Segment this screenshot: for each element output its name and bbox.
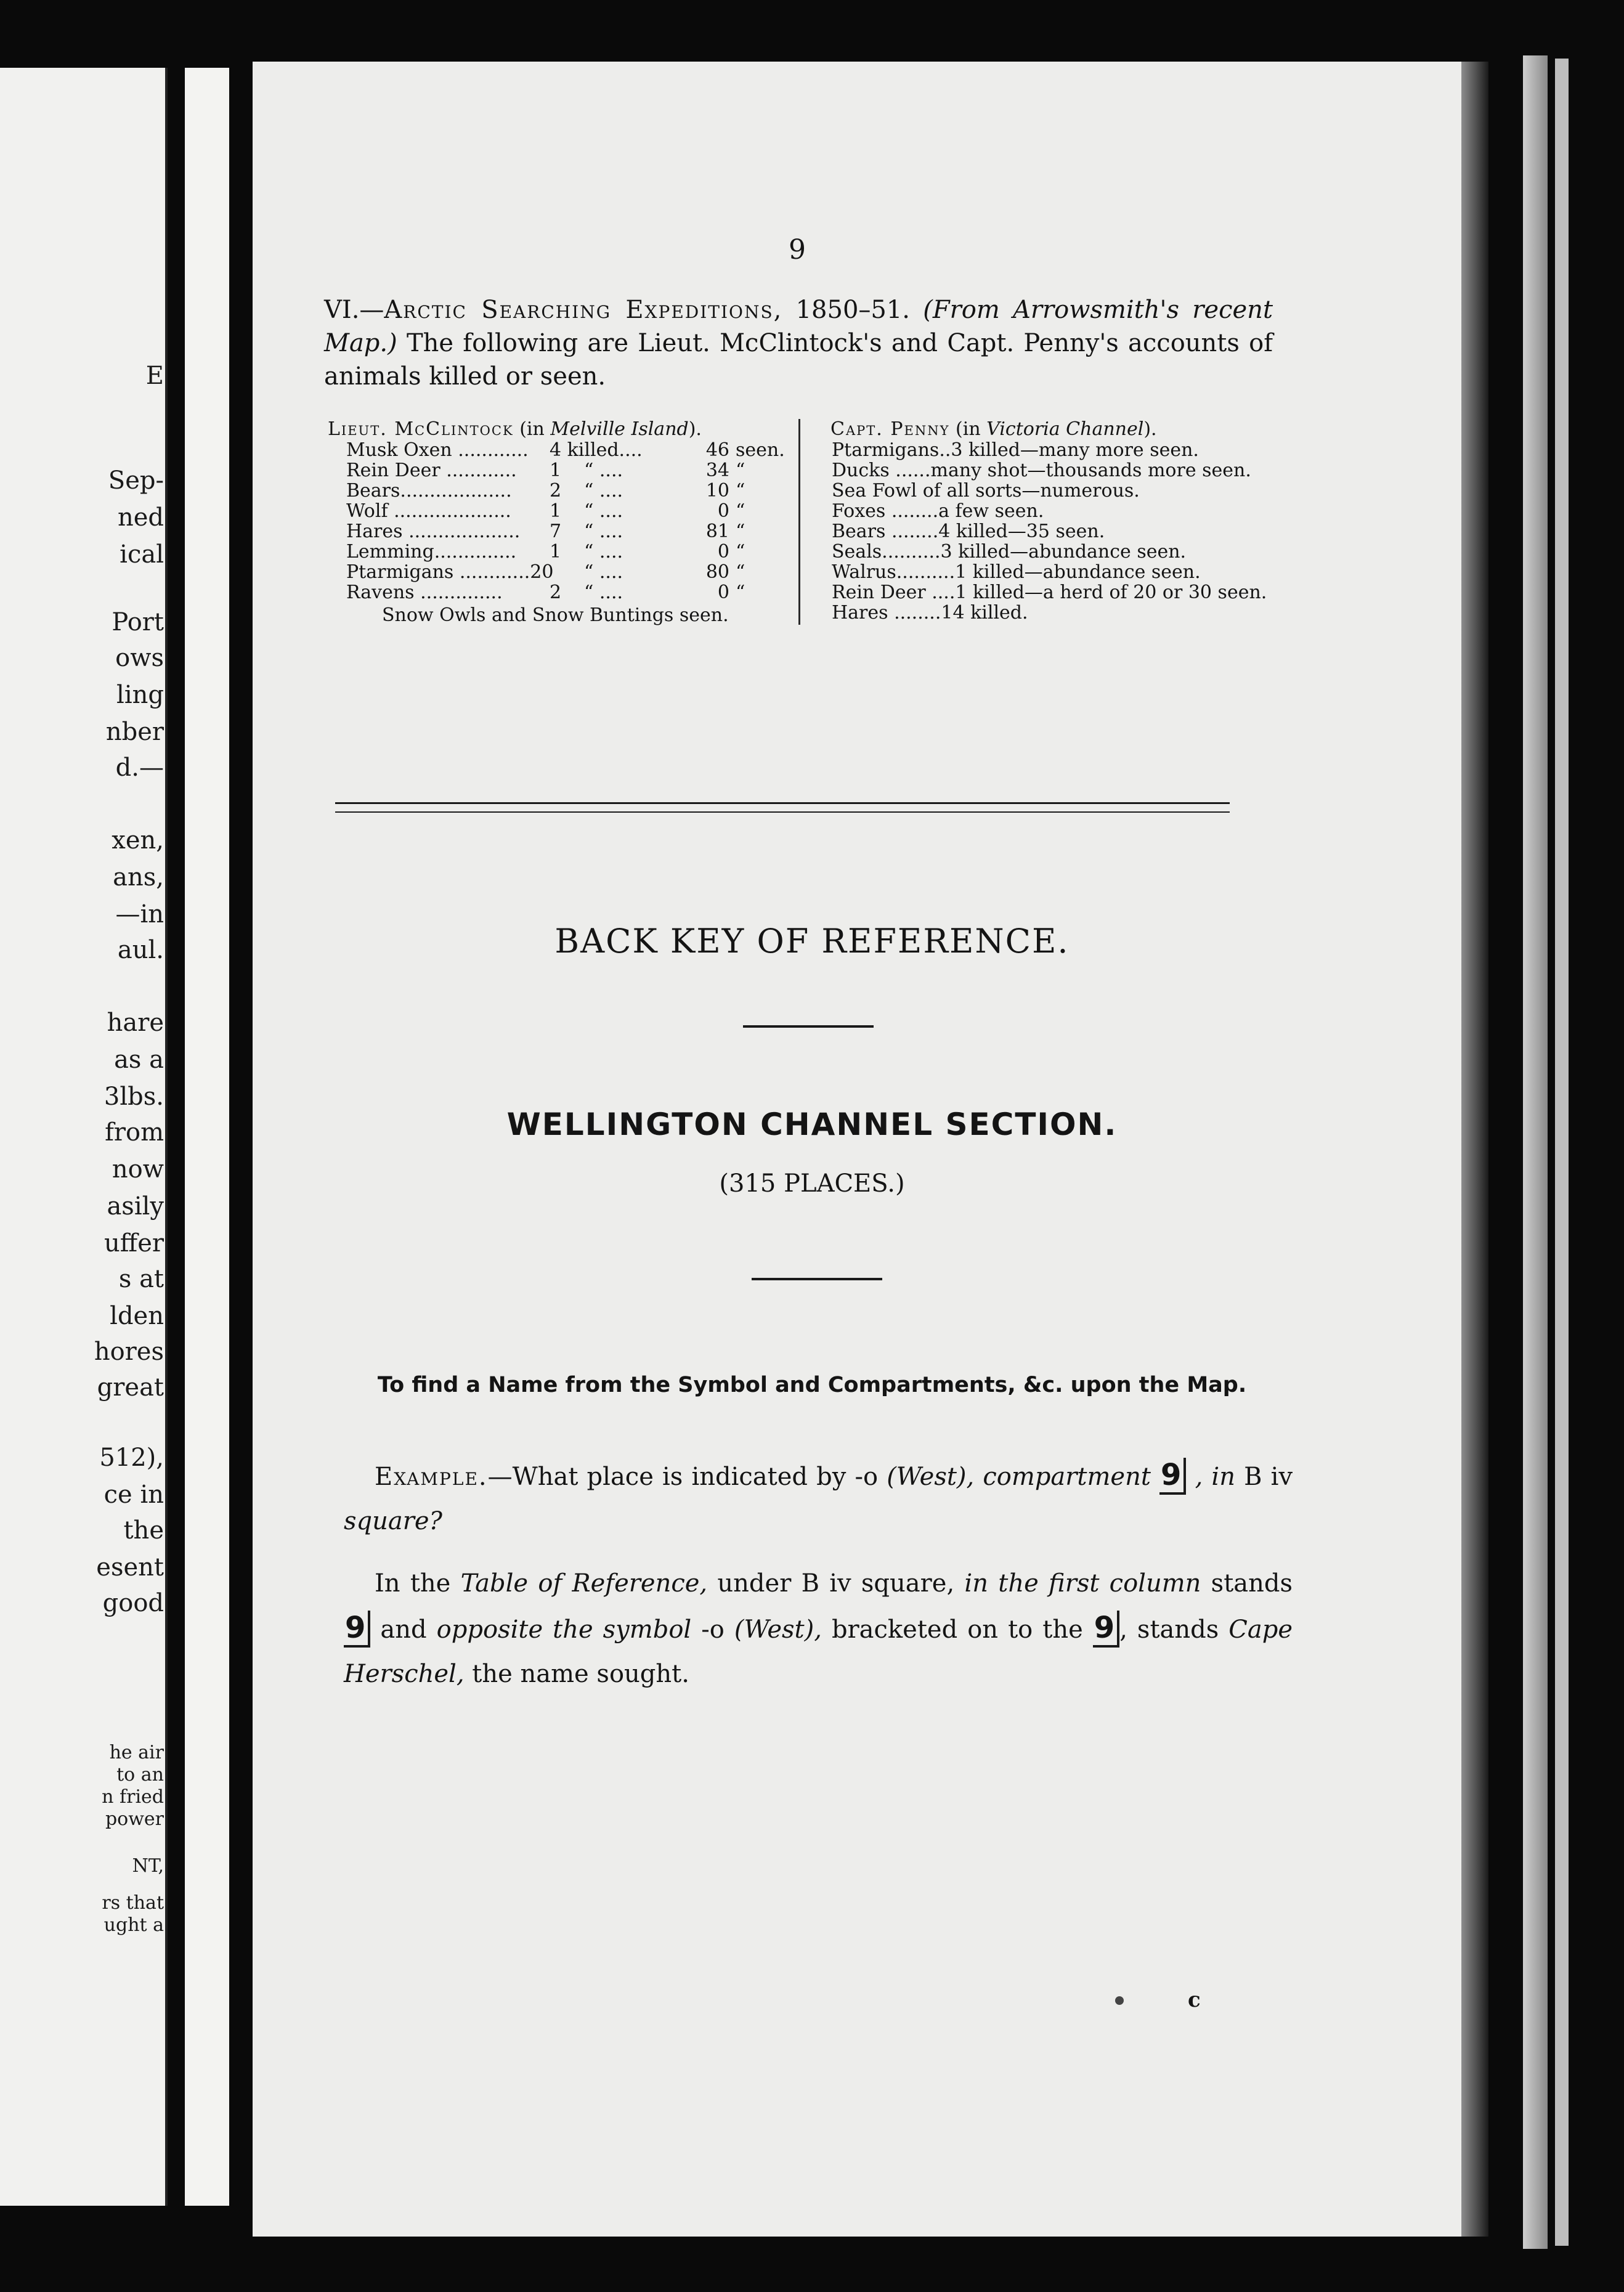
- left-page-text-fragment: nber: [105, 718, 164, 746]
- places-count: (315 PLACES.): [719, 1169, 905, 1198]
- killed-label: “ ....: [584, 561, 623, 583]
- left-page-text-fragment: from: [105, 1118, 164, 1147]
- left-page-footnote-fragment: n fried: [102, 1786, 164, 1808]
- heading-title: Arctic Searching Expeditions,: [384, 296, 783, 324]
- animal-name: Hares ...................: [346, 521, 521, 542]
- table-row: Bears ........4 killed—35 seen.: [832, 521, 1105, 542]
- left-page-text-fragment: ce in: [104, 1481, 164, 1509]
- seen-label: “: [736, 521, 745, 542]
- table-row: Hares ........14 killed.: [832, 602, 1028, 624]
- killed-count: 1: [550, 541, 562, 563]
- left-page-text-fragment: xen,: [112, 826, 164, 855]
- table-row: Rein Deer ....1 killed—a herd of 20 or 30 seen.: [832, 582, 1267, 603]
- compartment-symbol: 9: [1159, 1458, 1186, 1495]
- left-page-text-fragment: aul.: [117, 936, 164, 964]
- left-page-footnote-fragment: he air: [109, 1742, 164, 1763]
- killed-count: 4 killed....: [550, 439, 643, 461]
- explanation-paragraph: In the Table of Reference, under B iv square, in the first column stands 9 and opposite the symbol -o (West), bracketed on to the 9 , stands Cape Herschel, the name sought.: [344, 1569, 1293, 1688]
- short-rule: [743, 1025, 874, 1028]
- animal-name: Ravens ..............: [346, 582, 503, 603]
- heading-number: VI.—: [324, 296, 384, 324]
- mcclintock-title: Lieut. McClintock (in Melville Island).: [328, 418, 702, 440]
- left-page-footnote-fragment: rs that: [102, 1892, 164, 1914]
- left-page-text-fragment: Sep-: [108, 466, 164, 495]
- seen-count: 0: [717, 541, 729, 563]
- compartment-symbol: 9: [344, 1611, 370, 1648]
- seen-label: seen.: [736, 439, 785, 461]
- animal-name: Wolf ....................: [346, 500, 511, 522]
- left-page-footnote-fragment: NT,: [132, 1855, 164, 1877]
- heading-text: The following are Lieut. McClintock's and Capt. Penny's accounts of animals killed or seen.: [324, 329, 1273, 391]
- left-page-text-fragment: d.—: [115, 754, 164, 782]
- killed-label: “ ....: [584, 480, 623, 502]
- seen-count: 10: [705, 480, 729, 502]
- table-row: Ptarmigans..3 killed—many more seen.: [832, 439, 1199, 461]
- table-row: Sea Fowl of all sorts—numerous.: [832, 480, 1140, 502]
- left-page-footnote-fragment: ught a: [104, 1914, 164, 1936]
- west-symbol: -o: [701, 1615, 725, 1644]
- seen-label: “: [736, 500, 745, 522]
- left-page-text-fragment: esent: [96, 1553, 164, 1582]
- left-page-text-fragment: ned: [117, 503, 164, 532]
- signature-mark: c: [1188, 1988, 1201, 2012]
- killed-count: 2: [550, 480, 562, 502]
- instruction-heading: To find a Name from the Symbol and Compartments, &c. upon the Map.: [377, 1373, 1247, 1397]
- seen-count: 46: [705, 439, 729, 461]
- killed-count: 2: [550, 582, 562, 603]
- killed-label: “ ....: [584, 500, 623, 522]
- left-page-text-fragment: E: [145, 362, 164, 390]
- seen-count: 80: [705, 561, 729, 583]
- left-page-text-fragment: asily: [107, 1192, 164, 1221]
- left-page-text-fragment: Port: [112, 608, 164, 636]
- left-page-text-fragment: the: [123, 1516, 164, 1545]
- west-symbol: -o: [855, 1463, 879, 1491]
- left-page-text-fragment: hare: [107, 1009, 164, 1037]
- killed-label: “ ....: [584, 541, 623, 563]
- killed-label: “ ....: [584, 582, 623, 603]
- killed-count: 1: [550, 500, 562, 522]
- seen-label: “: [736, 460, 745, 481]
- penny-title: Capt. Penny (in Victoria Channel).: [830, 418, 1157, 440]
- left-page-text-fragment: good: [102, 1589, 164, 1617]
- left-page-text-fragment: ling: [116, 681, 164, 709]
- left-page-text-fragment: —in: [115, 900, 164, 929]
- left-page-text-fragment: now: [112, 1155, 164, 1184]
- mcclintock-footer: Snow Owls and Snow Buntings seen.: [382, 604, 729, 626]
- left-page-footnote-fragment: to an: [116, 1764, 164, 1786]
- left-page-text-fragment: hores: [94, 1338, 164, 1366]
- seen-count: 0: [717, 582, 729, 603]
- animal-name: Rein Deer ............: [346, 460, 517, 481]
- seen-count: 81: [705, 521, 729, 542]
- left-page-text-fragment: ans,: [113, 863, 164, 892]
- animal-name: Bears...................: [346, 480, 512, 502]
- section-heading: [324, 293, 1273, 393]
- left-page-text-fragment: 3lbs.: [104, 1083, 164, 1111]
- animal-name: Ptarmigans ............20: [346, 561, 554, 583]
- left-page-text-fragment: uffer: [104, 1229, 164, 1258]
- compartment-symbol: 9: [1093, 1611, 1119, 1648]
- left-page-text-fragment: 512),: [99, 1444, 164, 1472]
- heading-source: (From Arrowsmith's recent Map.): [324, 296, 1273, 357]
- seen-label: “: [736, 541, 745, 563]
- back-key-heading: BACK KEY OF REFERENCE.: [554, 922, 1070, 961]
- column-divider: [798, 419, 800, 625]
- left-page-text-fragment: s at: [118, 1265, 164, 1293]
- penny-table: [832, 440, 1267, 623]
- seen-label: “: [736, 480, 745, 502]
- table-row: Seals..........3 killed—abundance seen.: [832, 541, 1187, 563]
- book-edge-outer: [1555, 59, 1569, 2246]
- left-page-text-fragment: great: [97, 1373, 164, 1402]
- seen-label: “: [736, 561, 745, 583]
- killed-label: “ ....: [584, 460, 623, 481]
- seen-count: 0: [717, 500, 729, 522]
- left-page-text-fragment: as a: [114, 1046, 164, 1074]
- left-page-footnote-fragment: power: [105, 1808, 164, 1830]
- ink-smudge: [1115, 1996, 1124, 2005]
- table-row: Foxes ........a few seen.: [832, 500, 1044, 522]
- example-paragraph: Example.—What place is indicated by -o (West), compartment 9 , in B iv square?: [344, 1458, 1293, 1535]
- killed-count: 7: [550, 521, 562, 542]
- table-row: Walrus..........1 killed—abundance seen.: [832, 561, 1201, 583]
- left-page-text-fragment: ows: [115, 644, 164, 672]
- left-page-text-fragment: ical: [120, 540, 164, 569]
- killed-count: 1: [550, 460, 562, 481]
- animal-name: Lemming..............: [346, 541, 517, 563]
- short-rule: [752, 1278, 882, 1280]
- left-page-text-fragment: lden: [110, 1302, 164, 1330]
- table-row: Ducks ......many shot—thousands more seen.: [832, 460, 1251, 481]
- heading-years: 1850–51.: [795, 296, 911, 324]
- book-edge: [1523, 55, 1548, 2249]
- seen-label: “: [736, 582, 745, 603]
- animal-name: Musk Oxen ............: [346, 439, 529, 461]
- page-number: 9: [789, 234, 806, 266]
- section-title: WELLINGTON CHANNEL SECTION.: [506, 1107, 1118, 1142]
- page-edge-shadow: [1461, 62, 1488, 2237]
- double-rule-divider: [335, 802, 1230, 813]
- killed-label: “ ....: [584, 521, 623, 542]
- seen-count: 34: [705, 460, 729, 481]
